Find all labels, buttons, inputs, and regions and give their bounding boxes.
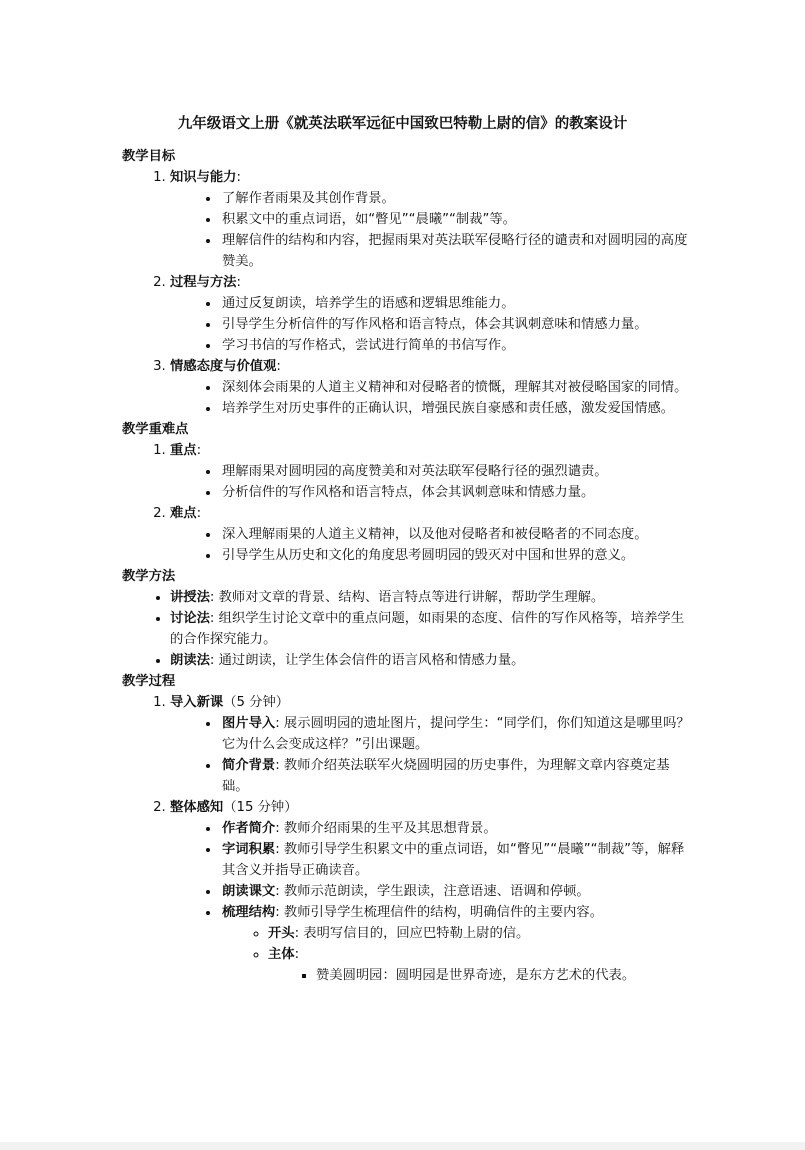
bullet-text: : 教师示范朗读，学生跟读，注意语速、语调和停顿。 — [275, 884, 590, 899]
process-step — [170, 692, 692, 797]
keypoint-item — [170, 503, 692, 566]
bullet-text: : 教师介绍英法联军火烧圆明园的历史事件，为理解文章内容奠定基础。 — [222, 758, 670, 794]
list-item — [220, 902, 692, 986]
goal-label: 过程与方法 — [170, 275, 237, 290]
goal-item — [170, 272, 692, 356]
keypoint-item — [170, 440, 692, 503]
list-item — [268, 923, 692, 944]
bullet-label: 朗读课文 — [222, 884, 276, 899]
list-item: • 学习书信的写作格式，尝试进行简单的书信写作。 — [220, 335, 692, 356]
goal-label: 情感态度与价值观 — [170, 359, 277, 374]
keypoint-label: 重点 — [170, 443, 197, 458]
list-item — [220, 713, 692, 755]
method-item — [170, 608, 692, 650]
goals-list — [122, 167, 692, 419]
structure-label: 主体 — [268, 947, 295, 962]
list-item — [220, 881, 692, 902]
list-item: • 深刻体会雨果的人道主义精神和对侵略者的愤慨，理解其对被侵略国家的同情。 — [220, 377, 692, 398]
heading-methods: 教学方法 — [122, 569, 176, 584]
list-item: • 引导学生从历史和文化的角度思考圆明园的毁灭对中国和世界的意义。 — [220, 545, 692, 566]
method-text: : 通过朗读，让学生体会信件的语言风格和情感力量。 — [209, 653, 525, 668]
goal-bullets — [170, 188, 692, 272]
bullet-label: 简介背景 — [222, 758, 276, 773]
goal-colon: : — [236, 275, 241, 290]
method-item — [170, 650, 692, 671]
document-title: 九年级语文上册《就英法联军远征中国致巴特勒上尉的信》的教案设计 — [177, 116, 628, 132]
heading-goals: 教学目标 — [122, 149, 176, 164]
goal-bullets — [170, 293, 692, 356]
list-item — [220, 755, 692, 797]
bullet-label: 作者简介 — [222, 821, 276, 836]
list-item: • 理解雨果对圆明园的高度赞美和对英法联军侵略行径的强烈谴责。 — [220, 461, 692, 482]
list-item: • 积累文中的重点词语，如“瞥见”“晨曦”“制裁”等。 — [220, 209, 692, 230]
keypoint-label: 难点 — [170, 506, 197, 521]
keypoint-bullets — [170, 461, 692, 503]
list-item: • 分析信件的写作风格和语言特点，体会其讽刺意味和情感力量。 — [220, 482, 692, 503]
method-label: 讲授法 — [170, 590, 210, 605]
bullet-text: : 展示圆明园的遗址图片，提问学生：“同学们，你们知道这是哪里吗？它为什么会变成这样？”引出课题。 — [222, 716, 690, 752]
bullet-text: : 教师引导学生积累文中的重点词语，如“瞥见”“晨曦”“制裁”等，解释其含义并指导正确读音。 — [222, 842, 685, 878]
list-item: • 引导学生分析信件的写作风格和语言特点，体会其讽刺意味和情感力量。 — [220, 314, 692, 335]
step-label: 导入新课 — [170, 695, 224, 710]
structure-body-list — [268, 965, 692, 986]
structure-label: 开头 — [268, 926, 295, 941]
goal-colon: : — [276, 359, 281, 374]
goal-label: 知识与能力 — [170, 170, 237, 185]
structure-list — [222, 923, 692, 986]
list-item: ▪ 赞美圆明园：圆明园是世界奇迹，是东方艺术的代表。 — [316, 965, 692, 986]
list-item — [220, 839, 692, 881]
structure-colon: : — [294, 947, 300, 962]
goal-item — [170, 167, 692, 272]
method-text: : 组织学生讨论文章中的重点问题，如雨果的态度、信件的写作风格等，培养学生的合作探究能力。 — [170, 611, 684, 647]
goal-bullets — [170, 377, 692, 419]
keypoint-colon: : — [196, 443, 202, 458]
heading-process: 教学过程 — [122, 674, 176, 689]
list-item: • 理解信件的结构和内容，把握雨果对英法联军侵略行径的谴责和对圆明园的高度赞美。 — [220, 230, 692, 272]
list-item — [268, 944, 692, 986]
goal-item — [170, 356, 692, 419]
process-list — [122, 692, 692, 986]
bullet-text: : 教师引导学生梳理信件的结构，明确信件的主要内容。 — [275, 905, 604, 920]
keypoint-bullets — [170, 524, 692, 566]
step-bullets — [170, 818, 692, 986]
document-body — [122, 146, 692, 986]
heading-keypoints: 教学重难点 — [122, 422, 189, 437]
method-text: : 教师对文章的背景、结构、语言特点等进行讲解，帮助学生理解。 — [209, 590, 605, 605]
bullet-label: 图片导入 — [222, 716, 276, 731]
goal-colon: : — [236, 170, 241, 185]
structure-text: : 表明写信目的，回应巴特勒上尉的信。 — [294, 926, 530, 941]
method-label: 朗读法 — [170, 653, 210, 668]
list-item: • 深入理解雨果的人道主义精神，以及他对侵略者和被侵略者的不同态度。 — [220, 524, 692, 545]
method-item — [170, 587, 692, 608]
methods-list — [122, 587, 692, 671]
bullet-label: 梳理结构 — [222, 905, 276, 920]
bullet-text: : 教师介绍雨果的生平及其思想背景。 — [275, 821, 497, 836]
bullet-label: 字词积累 — [222, 842, 276, 857]
list-item: • 通过反复朗读，培养学生的语感和逻辑思维能力。 — [220, 293, 692, 314]
keypoints-list — [122, 440, 692, 566]
step-label: 整体感知 — [170, 800, 224, 815]
list-item: • 了解作者雨果及其创作背景。 — [220, 188, 692, 209]
method-label: 讨论法 — [170, 611, 210, 626]
list-item — [220, 818, 692, 839]
step-bullets — [170, 713, 692, 797]
list-item: • 培养学生对历史事件的正确认识，增强民族自豪感和责任感，激发爱国情感。 — [220, 398, 692, 419]
process-step — [170, 797, 692, 986]
step-time: （5 分钟） — [223, 695, 290, 710]
step-time: （15 分钟） — [223, 800, 298, 815]
keypoint-colon: : — [196, 506, 202, 521]
